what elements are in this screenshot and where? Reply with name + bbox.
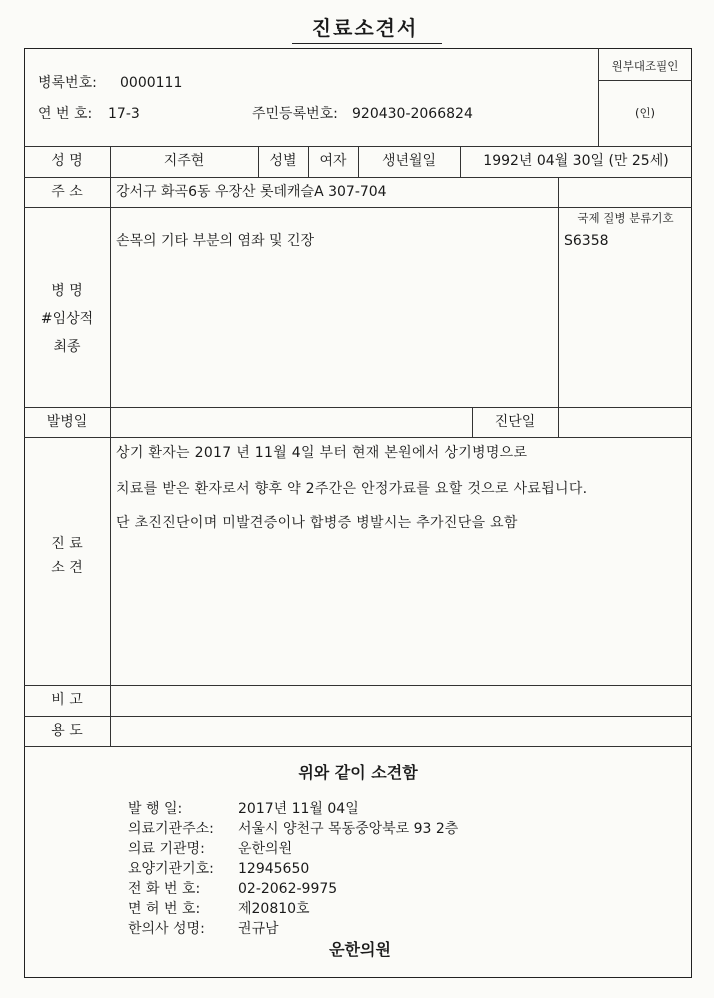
record-no-label: 병록번호: <box>38 75 97 91</box>
diagnosis-name: 손목의 기타 부분의 염좌 및 긴장 <box>116 233 315 249</box>
diagnosis-sub-final: 최종 <box>53 339 81 355</box>
record-no: 0000111 <box>120 75 183 91</box>
clinic-stamp: 운한의원 <box>329 940 391 959</box>
resident-no: 920430-2066824 <box>352 106 473 122</box>
row-rule <box>24 437 692 438</box>
address-label: 주 소 <box>51 184 83 200</box>
title-underline <box>292 43 442 44</box>
license-label: 면 허 번 호: <box>128 901 201 917</box>
serial-label: 연 번 호: <box>38 106 93 122</box>
purpose-label: 용 도 <box>51 723 83 739</box>
patient-name: 지주현 <box>163 153 205 169</box>
phone-number: 02-2062-9975 <box>238 881 338 897</box>
issue-date: 2017년 11월 04일 <box>238 801 359 817</box>
row-rule <box>24 746 692 747</box>
seal-mark: (인) <box>634 106 656 120</box>
findings-label-line2: 소 견 <box>51 560 83 576</box>
license-number: 제20810호 <box>238 901 310 917</box>
resident-no-label: 주민등록번호: <box>252 106 338 122</box>
doctor-name: 권규남 <box>238 921 279 937</box>
clinic-name: 운한의원 <box>238 841 293 857</box>
seal-box-divider <box>598 80 692 81</box>
phone-label: 전 화 번 호: <box>128 881 201 897</box>
row-rule <box>24 685 692 686</box>
row-rule <box>24 177 692 178</box>
row-rule <box>24 716 692 717</box>
serial-no: 17-3 <box>108 106 140 122</box>
label-column-rule <box>110 146 111 746</box>
doctor-name-label: 한의사 성명: <box>128 921 205 937</box>
clinic-address-label: 의료기관주소: <box>128 821 214 837</box>
findings-label-line1: 진 료 <box>51 536 83 552</box>
findings-line: 치료를 받은 환자로서 향후 약 2주간은 안정가료를 요할 것으로 사료됩니다. <box>116 481 588 497</box>
clinic-name-label: 의료 기관명: <box>128 841 205 857</box>
row-rule <box>24 407 692 408</box>
diagnosis-label: 병 명 <box>51 283 83 299</box>
findings-line: 단 초진진단이며 미발견증이나 합병증 병발시는 추가진단을 요함 <box>116 515 518 531</box>
seal-header: 원부대조필인 <box>611 59 679 73</box>
issue-date-label: 발 행 일: <box>128 801 183 817</box>
diagnosis-date-label: 진단일 <box>494 414 536 430</box>
patient-address: 강서구 화곡6동 우장산 롯데캐슬A 307-704 <box>116 184 387 200</box>
row-rule <box>24 207 692 208</box>
disease-code-header: 국제 질병 분류기호 <box>577 211 674 225</box>
patient-dob: 1992년 04월 30일 (만 25세) <box>483 153 669 169</box>
onset-label: 발병일 <box>46 414 88 430</box>
name-label: 성 명 <box>51 153 83 169</box>
care-code-label: 요양기관기호: <box>128 861 214 877</box>
sex-label: 성별 <box>269 153 297 169</box>
clinic-address: 서울시 양천구 목동중앙북로 93 2층 <box>238 821 459 837</box>
care-code: 12945650 <box>238 861 310 877</box>
disease-code: S6358 <box>564 233 609 249</box>
footer-heading: 위와 같이 소견함 <box>298 763 418 782</box>
diagnosis-sub-clinical: #임상적 <box>40 311 94 327</box>
dob-label: 생년월일 <box>381 153 437 169</box>
patient-sex: 여자 <box>319 153 347 169</box>
remarks-label: 비 고 <box>51 692 83 708</box>
document-title: 진료소견서 <box>311 16 419 40</box>
findings-line: 상기 환자는 2017 년 11월 4일 부터 현재 본원에서 상기병명으로 <box>116 445 528 461</box>
